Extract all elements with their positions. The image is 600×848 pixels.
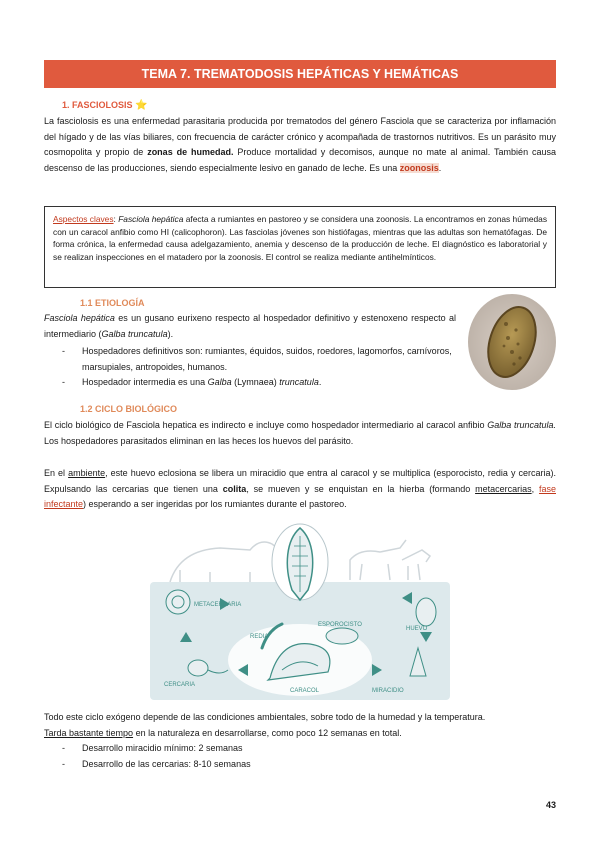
text-run: en la naturaleza en desarrollarse, como poco 12 semanas en total. (133, 727, 402, 738)
text-run: (Lymnaea) (231, 377, 280, 387)
text-run: La fasciolosis es una enfermedad parasitaria producida por trematodos del género Fasciola que se caracteriza por inflamación del hígado y de las vías biliares, con frecuencia de carácter crónico y acompañada de trastornos nutritivos. Es un parásito muy cosmopolita y propio de (44, 116, 556, 157)
text-run: , este huevo eclosiona se libera un miracidio que entra al caracol y se multiplica (esporocisto, redia y cercaria). Expulsando las cercarias que tienen una (44, 468, 556, 494)
list-item (54, 375, 456, 391)
text-run: Produce mortalidad y decomisos, aunque no mate al animal. También causa descenso de las producciones, siendo especialmente lesivo en ganado de leche. Es una (44, 147, 556, 173)
label-redia: REDIA (250, 634, 269, 640)
text-run: ). (167, 328, 174, 339)
text-run-italic: Fasciola hepática (118, 214, 184, 224)
development-list (54, 741, 454, 772)
life-cycle-diagram (150, 520, 450, 700)
label-huevo: HUEVO (406, 626, 428, 632)
text-run: Hospedador intermedia es una (82, 377, 208, 387)
text-run-italic: Fasciola hepática (44, 313, 115, 323)
text-run: : (113, 214, 119, 224)
cycle-paragraph (44, 418, 556, 449)
environment-paragraph (44, 466, 556, 513)
egg-icon (416, 598, 436, 626)
intro-paragraph (44, 114, 556, 176)
text-run-underlined: Tarda bastante tiempo (44, 727, 134, 738)
text-run: es un gusano eurixeno respecto al hospedador definitivo y estenoxeno respecto al intermediario ( (44, 313, 456, 339)
sporocyst-icon (326, 628, 358, 644)
section-heading-ciclo: 1.2 CICLO BIOLÓGICO (80, 404, 178, 414)
text-run: , (531, 483, 539, 494)
text-run: afecta a rumiantes en pastoreo y se considera una zoonosis. La encontramos en zonas húmedas con un caracol anfibio como HI (calicophoron). Las fasciolas jóvenes son histiófagas, mientras que las adultas son hematófagas. De forma crónica, la enfermedad causa adelgazamiento, anemia y descenso de la producción de leche. El diagnóstico es laboratorial y se realizan inspecciones en el matadero por la zoonosis. El control se realiza mediante antihelmínticos. (53, 214, 548, 262)
zoonosis-highlight: zoonosis (399, 162, 439, 173)
fasciola-egg-micrograph (468, 294, 556, 390)
text-run: Los hospedadores parasitados eliminan en las heces los huevos del parásito. (44, 435, 354, 446)
star-icon: ⭐ (135, 100, 148, 111)
text-run-bold: colita (222, 483, 247, 494)
label-miracidio: MIRACIDIO (372, 688, 404, 694)
label-caracol: CARACOL (290, 688, 320, 694)
label-esporocisto: ESPOROCISTO (318, 622, 362, 628)
text-run: El ciclo biológico de Fasciola hepatica es indirecto e incluye como hospedador intermediario al caracol anfibio (44, 420, 488, 430)
key-aspects-box (44, 206, 556, 288)
infective-phase-text: fase infectante (44, 483, 556, 509)
text-line: Todo este ciclo exógeno depende de las condiciones ambientales, sobre todo de la humedad y la temperatura. (44, 712, 486, 722)
text-run-underlined: ambiente (68, 468, 106, 478)
text-run-italic: Galba truncatula. (487, 420, 556, 430)
text-run: . (318, 377, 322, 387)
section-title: 1. FASCIOLOSIS (62, 100, 133, 110)
label-metacercaria: METACERCARIA (194, 602, 242, 608)
chapter-banner: TEMA 7. TREMATODOSIS HEPÁTICAS Y HEMÁTICAS (44, 60, 556, 88)
adult-fluke-icon (287, 528, 312, 600)
etiology-paragraph (44, 311, 456, 342)
text-run: . (438, 162, 442, 173)
list-item: - Desarrollo miracidio mínimo: 2 semanas (54, 741, 454, 757)
text-run: ) esperando a ser ingeridas por los rumiantes durante el pastoreo. (83, 499, 347, 509)
section-heading-etiologia: 1.1 ETIOLOGÍA (80, 298, 145, 308)
text-run-underlined: metacercarias (475, 483, 532, 494)
section-heading-fasciolosis (62, 100, 147, 111)
label-cercaria: CERCARIA (164, 682, 196, 688)
text-run-italic: truncatula (279, 377, 319, 387)
conditions-paragraph (44, 710, 556, 741)
text-run: En el (44, 468, 69, 478)
text-run-italic: Galba truncatula (101, 328, 168, 339)
list-item: - Hospedadores definitivos son: rumiantes, équidos, suidos, roedores, lagomorfos, carnívoros, marsupiales, antropoides, humanos. (54, 344, 456, 375)
metacercaria-icon (166, 590, 190, 614)
text-run: , se mueven y se enquistan en la hierba (formando (246, 483, 476, 494)
key-aspects-label: Aspectos claves (53, 214, 114, 224)
text-run-italic: Galba (207, 377, 232, 387)
list-item: - Desarrollo de las cercarias: 8-10 semanas (54, 757, 454, 773)
text-line (44, 726, 556, 742)
text-run-bold: zonas de humedad. (147, 147, 234, 157)
host-list (54, 344, 456, 391)
page-number: 43 (545, 800, 556, 810)
